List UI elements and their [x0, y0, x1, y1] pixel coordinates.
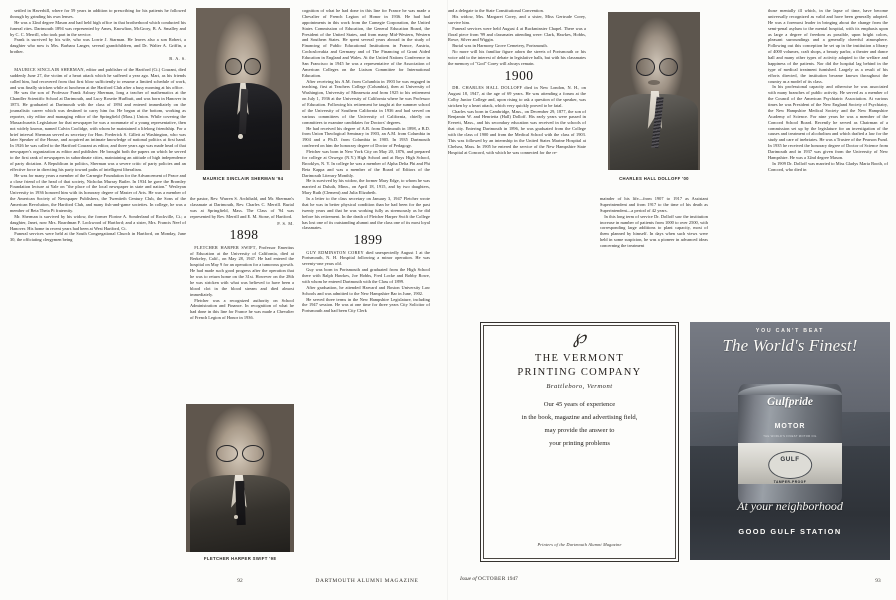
issue-year: 1947	[507, 576, 518, 582]
ad-headline: The World's Finest!	[722, 336, 858, 355]
obituary-paragraph: Funeral services were held at the South Congregational Church in Hartford, on Monday, June 30, the officiating clergymen being	[10, 231, 186, 243]
ad-body-line: Our 45 years of experience	[543, 401, 616, 408]
signature: P. S. M.	[277, 220, 294, 226]
paragraph: and a delegate to the State Constitutional Convention.	[448, 8, 544, 13]
ad-body-line: may provide the answer to	[544, 426, 615, 434]
paragraph: No more will his familiar figure adorn the streets of Portsmouth or his voice add to the interest of debate in legislative halls, but with his classmates the memory of "God" Corey will always remain.	[448, 49, 586, 66]
photo-maurice-sinclair-sherman	[196, 8, 290, 170]
can-rim	[738, 384, 842, 395]
ad-location: Brattleboro, Vermont	[546, 383, 613, 390]
page-number-left: 92	[237, 578, 243, 584]
column-5	[600, 196, 708, 306]
paragraph: settled in Haverhill, where for 59 years in addition to prescribing for his patients he followed through by grinding his own lenses.	[10, 8, 186, 19]
photo-fletcher-harper-swift	[186, 404, 294, 552]
paragraph: In this long term of service Dr. Dolloff saw the institution increase in number of patients from 1000 to over 2500, with corresponding large additions to plant capacity, most of them planned by himself. In days when such views were held in some suspicion, he was a pioneer in advanced ideas concerning the treatment	[600, 213, 708, 248]
paragraph: Funeral services were held August 4 at Buckminster Chapel. There was a floral piece from '99 and classmates attending were: Clark, Hawkes, Hobbs, Rowe, Silver and Wiggin.	[448, 25, 586, 43]
eyeglasses-icon	[225, 58, 261, 73]
paragraph: His widow, Mrs. Margaret Corey, and a sister, Miss Gertrude Corey, survive him.	[448, 13, 586, 25]
paragraph: Frank is survived by his wife, who was Lorrie J. Starman. He leaves also a son Robert, a daughter who now is Mrs. Barbara Langer, several grandchildren, and Dr. Walter A. Griffin, a brother.	[10, 37, 186, 55]
paragraph: the pastor, Rev. Warren S. Archibald, and Mr. Sherman's classmate at Dartmouth, Rev. Charles C. Merrill. Burial was at Springfield, Mass. The Class of '94 was represented by Rev. Merrill and E. M. Stone, of Hartford.	[190, 196, 294, 219]
ad-gulfpride-motor-oil[interactable]	[690, 322, 890, 560]
column-4	[448, 8, 586, 308]
issue-footer	[460, 576, 610, 582]
column-1	[10, 8, 186, 588]
obituary-paragraph: Mr. Sherman is survived by his widow, the former Florine A. Sonderland of Rockville, Ct.; a daughter, Janet, now Mrs. Boardman F. Lockwood of Hartford; and a sister, Mrs. Francis Neef of Hanover. His home in recent years had been at West Hartford, Ct.	[10, 213, 186, 231]
paragraph: cognition of what he had done in this line for France he was made a Chevalier of French Legion of Honor in 1936. He had had appointments in this work from the Carnegie Corporation, the United States Commission of Education, the General Education Board, the President of the United States, and from many Mid-Western, Western and Southern States. He spent several years abroad in the study of Financing of Public Educational Institutions in France, Austria, Cochoslovakia and Germany and of The Financing of Grant Aided Education in England and Wales. At the United Nations Conference in San Francisco in 1945 he was a representative of the Association of American Colleges on the Liaison Committee for International Education.	[302, 8, 430, 78]
obituary-paragraph: FLETCHER HARPER SWIFT, Professor Emeritus of Education at the University of California, died at Berkeley, Calif., on May 28, 1947. He had entered the hospital on May 9 for an operation for a tumorous growth. He had made such good progress after the operation that he was to return home on the 31st. However on the 28th he was stricken with what was believed to have been a blood clot in the blood stream and died almost immediately.	[190, 244, 295, 297]
obituary-paragraph: Guy was born in Portsmouth and graduated from the High School there with Ralph Hawkes, Joe Hobbs, Fred Locke and Bobby Rowe, with whom he entered Dartmouth with the Class of 1899.	[302, 267, 430, 284]
obituary-paragraph: Fletcher was a recognized authority on School Administration and Finance. In recognition of what he had done in this line for France he was made a Chevalier of French Legion of Honor in 1936.	[190, 297, 294, 321]
obituary-paragraph: He served three terms in the New Hampshire Legislature, including the 1947 session. He was at one time for three years City Solicitor of Portsmouth and had been City Clerk	[302, 296, 430, 314]
obituary-paragraph: Charles was born in Cambridge, Mass., on December 29, 1877, the son of Benjamin W. and Henrietta (Hall) Dolloff. His early years were passed in Everett, Mass., and his secondary education was received in the schools of that city. Entering Dartmouth in 1896, he was graduated from the College with the class of 1900 and from the Medical School with the class of 1903. This was followed by an internship in the United States Marine Hospital at Chelsea, Mass. In 1905 he entered the service of the New Hampshire State Hospital at Concord, with which he was connected for the re-	[448, 108, 586, 155]
portrait-moustache	[648, 80, 660, 85]
ad-body-line: your printing problems	[549, 439, 610, 447]
obituary-paragraph: He was the son of Professor Frank Asbury Sherman, long a teacher of mathematics at the Chandler Scientific School at Dartmouth, and Lucy Rosette Hurlbutt, and was born in Hanover in 1873. He graduated at Dartmouth with the class of 1894 and entered immediately on the journalistic career which was destined to carry him far. He began at the bottom, working as reporter, city editor and managing editor of the Springfield (Mass.) Union. While covering the Massachusetts Legislature for that newspaper he was a roommate of a young representative, then not widely known, named Calvin Coolidge, with whom he maintained a lifelong friendship. For a brief interval Sherman served as secretary for Hon. Frederick S. Gillett at Washington, who was later Speaker of the House, and acquired an intimate knowledge of national politics at first hand. In 1926 he was called to the Hartford Courant as editor, and three years ago was made head of that newspaper's organization as editor and publisher. He brought both the papers on which he served to the first rank of newspapers in subordinate cities, maintaining an attitude of high independence of party dictation. A Republican in politics, Sherman was a severe critic of party policies and an effective force in directing his party toward paths of intelligent liberalism.	[10, 90, 186, 172]
ad-title-line-1: THE VERMONT	[534, 353, 625, 364]
can-tagline: THE WORLD'S FINEST MOTOR OIL	[763, 435, 817, 439]
paragraph: In his professional capacity and otherwise he was associated with many branches of public activity. He served as a member of the Council of the American Psychiatric Association. At various times he was President of the New England Society of Psychiatry, the New Hampshire Medical Society and the New Hampshire Academy of Science. For nine years he was a member of the Concord School Board. Recently he served as Chairman of a commission set up by the legislature for an investigation of the causes and treatment of alcoholism and which drafted a law for the study and care of inebriates. He was a Trustee of the Pearson Fund. In 1935 he received the honorary degree of Doctor of Science from Dartmouth and in 1937 was given from the University of New Hampshire. He was a 32nd degree Mason.	[768, 84, 888, 160]
obituary-paragraph: He was for many years a member of the Carnegie Foundation for the Advancement of Peace and a close friend of the head of that society, Nicholas Murray Butler. In 1934 he gave the Bromley Foundation lecture at Yale on "the place of the local newspaper in state and nation." Wesleyan University in 1936 honored him with its honorary degree of Master of Arts. He was a member of the American Society of Newspaper Publishers, the Twentieth Century Club, the Sons of the American Revolution, the Hartford Club, and many fish-and-game societies. In college, he was a member of Beta Theta Pi fraternity.	[10, 172, 186, 213]
paragraph: He was a 32nd degree Mason and had held high office in that brotherhood which conducted his funeral rites. Dartmouth 1894 was represented by Ames, Knowlton, McGrory, B. A. Smalley and by C. C. Merrill, who took part in the service.	[10, 19, 186, 37]
gulf-disc-logo-icon	[768, 451, 812, 479]
year-heading-1900: 1900	[504, 67, 534, 83]
paragraph: He had received his degree of A.B. from Dartmouth in 1898, a B.D. from Union Theological Seminary in 1903, an A.M. from Columbia in 1904 and a Ph.D. from Columbia in 1905. In 1935 Dartmouth conferred on him the honorary degree of Doctor of Pedagogy.	[302, 125, 430, 149]
can-product-word: MOTOR	[774, 423, 806, 431]
paragraph: mainder of his life—from 1907 to 1917 as Assistant Superintendent and from 1917 to the time of his death as Superintendent—a period of 42 years.	[600, 196, 708, 213]
gulf-wordmark: GULF	[780, 455, 800, 463]
issue-prefix: Issue of	[460, 576, 477, 582]
vermont-printing-monogram-icon: ℘	[572, 327, 587, 348]
eyeglasses-icon	[636, 58, 678, 74]
paragraph: those mentally ill which, in the lapse of time, have become universally recognized as valid and have been generally adopted. He was a foremost leader in bringing about the change from the semi-penal asylum to the mental hospital, with its emphasis upon as large a degree of freedom as possible, upon bright colors, pleasant surroundings and a generally cheerful atmosphere. Following out this conception he set up in the institution a library of 4000 volumes, craft shops, a beauty parlor, a theater and dance hall and many other types of activity adapted to the welfare and happiness of the patients. Nor did the hospital lag behind in the type of medical treatment furnished. Largely as a result of his efforts directed, the institution became known throughout the country as a model of its class.	[768, 8, 888, 84]
ad-station-line: GOOD GULF STATION	[738, 526, 842, 536]
portrait-lapel-pin	[234, 515, 238, 519]
paragraph: In a letter to the class secretary on January 3, 1947 Fletcher wrote that he was in better physical condition than he had been for the past twenty years and that he was working fully as strenuously as he did before his retirement. In the death of Fletcher Harper Swift the College has lost one of its outstanding alumni and the class one of its most loyal classmates.	[302, 196, 430, 231]
ad-title-line-2: PRINTING COMPANY	[517, 367, 642, 378]
year-heading-1898: 1898	[229, 227, 259, 243]
year-heading-1899: 1899	[353, 232, 383, 248]
page-number-right: 93	[875, 578, 881, 584]
can-brand-name: Gulfpride	[767, 395, 813, 408]
ad-script-line: At your neighborhood	[737, 499, 843, 514]
photo-caption: FLETCHER HARPER SWIFT '98	[203, 556, 277, 561]
ad-footer-credit: Printers of the Dartmouth Alumni Magazine	[537, 542, 622, 547]
magazine-name-footer: DARTMOUTH ALUMNI MAGAZINE	[315, 578, 419, 584]
paragraph: He is survived by his widow, the former Mary Edge, to whom he was married at Duluth, Minn., on April 18, 1915, and by two daughters, Mary Ruth (Clement) and Julia Elizabeth.	[302, 178, 430, 196]
photo-caption: MAURICE SINCLAIR SHERMAN '94	[202, 176, 284, 181]
obituary-paragraph: After graduation, he attended Harvard and Boston University Law Schools and was admitted to the New Hampshire Bar in June, 1902.	[302, 284, 430, 296]
ad-kicker: YOU CAN'T BEAT	[755, 328, 825, 334]
ad-body	[487, 399, 672, 450]
obituary-paragraph: DR. CHARLES HALL DOLLOFF died in New London, N. H., on August 18, 1947, at the age of 69 years. He was attending a forum at the Colby Junior College and, upon rising to ask a question of the speaker, was stricken by a heart attack, which very quickly proved to be fatal.	[448, 85, 586, 108]
gulfpride-oil-can	[738, 384, 842, 503]
eyeglasses-icon	[216, 445, 264, 460]
paragraph: Burial was in Harmony Grove Cemetery, Portsmouth.	[452, 43, 548, 49]
ad-vermont-printing-company[interactable]	[480, 322, 679, 562]
paragraph: In 1909 Dr. Dolloff was married to Miss Gladys Maria Booth, of Concord, who died in	[768, 160, 888, 172]
issue-month: OCTOBER	[477, 576, 506, 582]
can-tamper-proof-text: TAMPER-PROOF	[773, 480, 807, 485]
column-3	[302, 8, 430, 584]
obituary-paragraph: GUY EDMINSTON COREY died unexpectedly August 1 at the Portsmouth, N. H. Hospital following a minor operation. He was seventy-one years old.	[302, 249, 430, 267]
obituary-paragraph: MAURICE SINCLAIR SHERMAN, editor and publisher of the Hartford (Ct.) Courant, died suddenly June 27, the victim of a heart attack which he suffered a year ago. Mart, as his friends called him, had recovered from that first blow sufficiently to resume a limited schedule of work, and was finally stricken while at luncheon at the Hartford Club after a busy morning at his office.	[10, 66, 186, 90]
signature: B. A. S.	[169, 56, 186, 61]
photo-charles-hall-dolloff	[608, 12, 700, 170]
paragraph: After receiving his A.M. from Columbia in 1903 he was engaged in teaching, first at Teachers College (Columbia), then at University of Washington, University of Minnesota and from 1925 to his retirement on July 1, 1936 at the University of California where he was Professor of Education. Following his retirement he taught at the summer school of the University of Southern California in 1936 and had served on various committees of the University of California, chiefly on committees to examine candidates for Doctors' degrees.	[302, 78, 430, 125]
ad-body-line: in the book, magazine and advertising field,	[521, 413, 638, 421]
portrait-lapel-pin	[238, 134, 242, 139]
photo-caption: CHARLES HALL DOLLOFF '00	[619, 176, 689, 181]
paragraph: Fletcher was born in New York City on May 20, 1876, and prepared for college at Oswego (N.Y.) High School and at Boys High School, Brooklyn, N. Y. In college he was a member of Alpha Delta Phi and Phi Beta Kappa and was a member of the Board of Editors of the Dartmouth Literary Monthly.	[302, 149, 430, 178]
